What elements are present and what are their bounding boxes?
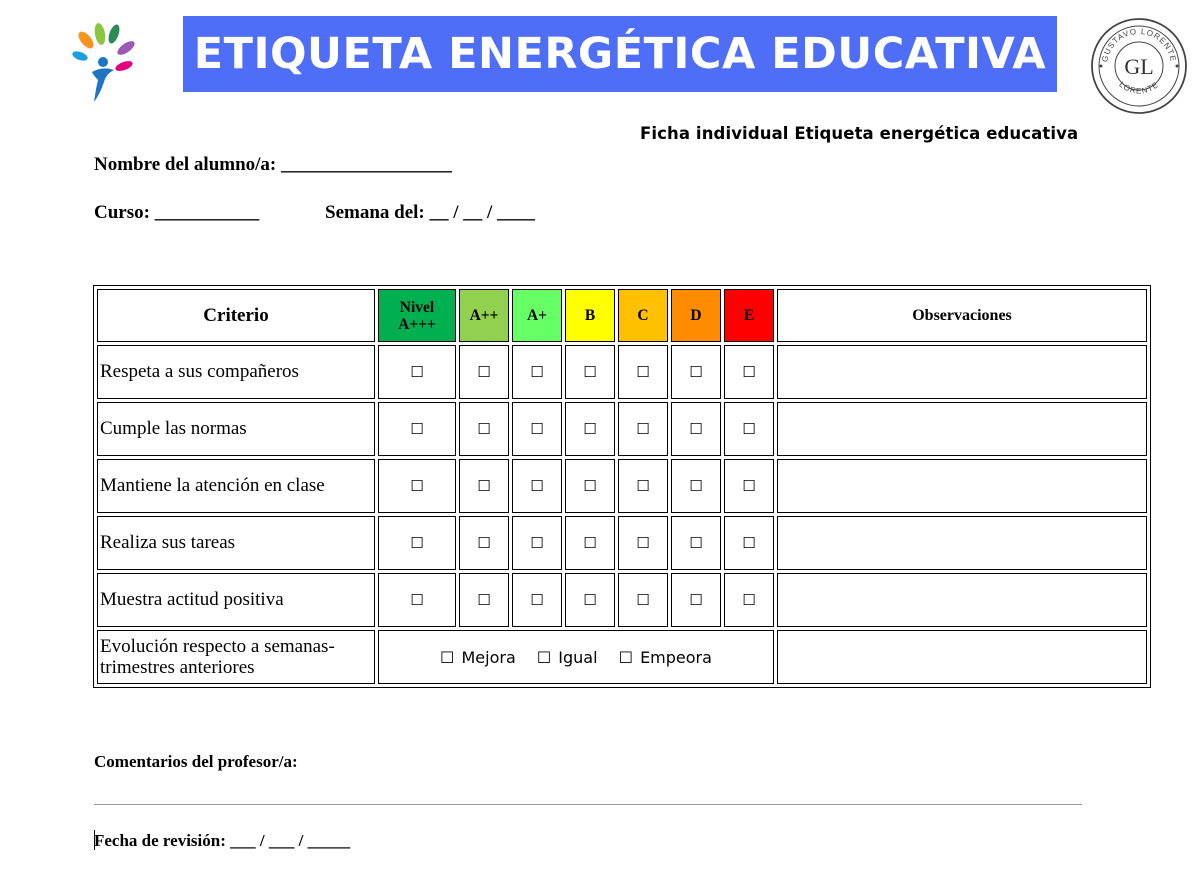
level-checkbox[interactable]: ☐: [565, 402, 615, 456]
evolution-row: [97, 630, 1147, 684]
form-subtitle: Ficha individual Etiqueta energética educativa: [640, 124, 1079, 143]
criterion-label: Cumple las normas: [97, 402, 375, 456]
level-checkbox[interactable]: ☐: [565, 573, 615, 627]
week-field[interactable]: Semana del: __ / __ / ____: [325, 202, 536, 223]
author-seal-icon: [1089, 16, 1189, 116]
level-checkbox[interactable]: ☐: [618, 459, 668, 513]
criterion-label: Muestra actitud positiva: [97, 573, 375, 627]
level-checkbox[interactable]: ☐: [378, 516, 456, 570]
level-checkbox[interactable]: ☐: [618, 573, 668, 627]
comments-line[interactable]: [94, 804, 1082, 805]
level-checkbox[interactable]: ☐: [618, 516, 668, 570]
level-checkbox[interactable]: ☐: [671, 345, 721, 399]
level-nivel-line1: Nivel: [399, 298, 435, 316]
school-logo-icon: [70, 20, 140, 105]
level-checkbox[interactable]: ☐: [378, 459, 456, 513]
level-checkbox[interactable]: ☐: [724, 345, 774, 399]
page-title: ETIQUETA ENERGÉTICA EDUCATIVA: [193, 29, 1047, 79]
course-field[interactable]: Curso: ___________: [94, 202, 260, 223]
level-header-b: B: [565, 289, 615, 342]
student-name-field[interactable]: Nombre del alumno/a: __________________: [94, 154, 453, 175]
level-header-a3plus: [378, 289, 456, 342]
level-checkbox[interactable]: ☐: [565, 459, 615, 513]
level-checkbox[interactable]: ☐: [618, 345, 668, 399]
table-header-row: [97, 289, 1147, 342]
review-date-field[interactable]: Fecha de revisión: ___ / ___ / _____: [94, 831, 351, 850]
level-header-e: E: [724, 289, 774, 342]
observations-cell[interactable]: [777, 402, 1147, 456]
table-row: [97, 573, 1147, 627]
level-checkbox[interactable]: ☐: [512, 459, 562, 513]
level-checkbox[interactable]: ☐: [671, 459, 721, 513]
observations-cell[interactable]: [777, 516, 1147, 570]
criterion-header: Criterio: [97, 289, 375, 342]
evolution-options: [378, 630, 774, 684]
level-header-a2plus: A++: [459, 289, 509, 342]
criterion-label: Respeta a sus compañeros: [97, 345, 375, 399]
table-row: [97, 516, 1147, 570]
evolution-option-igual[interactable]: ☐ Igual: [536, 647, 598, 667]
level-checkbox[interactable]: ☐: [565, 516, 615, 570]
level-checkbox[interactable]: ☐: [565, 345, 615, 399]
evolution-label-line2: trimestres anteriores: [100, 657, 255, 678]
observations-cell[interactable]: [777, 630, 1147, 684]
observations-cell[interactable]: [777, 459, 1147, 513]
level-header-a1plus: A+: [512, 289, 562, 342]
level-checkbox[interactable]: ☐: [512, 402, 562, 456]
level-checkbox[interactable]: ☐: [724, 516, 774, 570]
level-checkbox[interactable]: ☐: [512, 516, 562, 570]
seal-bottom-text: LORENTE: [1117, 79, 1161, 96]
table-row: [97, 459, 1147, 513]
level-checkbox[interactable]: ☐: [378, 573, 456, 627]
level-checkbox[interactable]: ☐: [618, 402, 668, 456]
seal-monogram: GL: [1124, 54, 1154, 79]
level-checkbox[interactable]: ☐: [512, 573, 562, 627]
level-nivel-line2: A+++: [398, 315, 436, 333]
level-checkbox[interactable]: ☐: [459, 516, 509, 570]
level-checkbox[interactable]: ☐: [378, 402, 456, 456]
evolution-label-line1: Evolución respecto a semanas-: [100, 636, 335, 657]
criterion-label: Realiza sus tareas: [97, 516, 375, 570]
level-checkbox[interactable]: ☐: [671, 402, 721, 456]
level-checkbox[interactable]: ☐: [378, 345, 456, 399]
observations-header: Observaciones: [777, 289, 1147, 342]
evolution-label: [97, 630, 375, 684]
evaluation-table: [93, 285, 1151, 688]
level-checkbox[interactable]: ☐: [724, 402, 774, 456]
level-checkbox[interactable]: ☐: [724, 573, 774, 627]
criterion-label: Mantiene la atención en clase: [97, 459, 375, 513]
level-checkbox[interactable]: ☐: [724, 459, 774, 513]
table-row: [97, 402, 1147, 456]
table-row: [97, 345, 1147, 399]
title-banner: [183, 16, 1057, 92]
level-checkbox[interactable]: ☐: [671, 573, 721, 627]
level-checkbox[interactable]: ☐: [459, 573, 509, 627]
seal-top-text: GUSTAVO LORENTE: [1100, 26, 1178, 63]
level-checkbox[interactable]: ☐: [459, 402, 509, 456]
level-checkbox[interactable]: ☐: [459, 345, 509, 399]
level-header-d: D: [671, 289, 721, 342]
observations-cell[interactable]: [777, 345, 1147, 399]
level-checkbox[interactable]: ☐: [512, 345, 562, 399]
level-checkbox[interactable]: ☐: [459, 459, 509, 513]
teacher-comments-label: Comentarios del profesor/a:: [94, 752, 298, 771]
evolution-option-empeora[interactable]: ☐ Empeora: [618, 647, 712, 667]
observations-cell[interactable]: [777, 573, 1147, 627]
level-header-c: C: [618, 289, 668, 342]
level-checkbox[interactable]: ☐: [671, 516, 721, 570]
evolution-option-mejora[interactable]: ☐ Mejora: [440, 647, 516, 667]
